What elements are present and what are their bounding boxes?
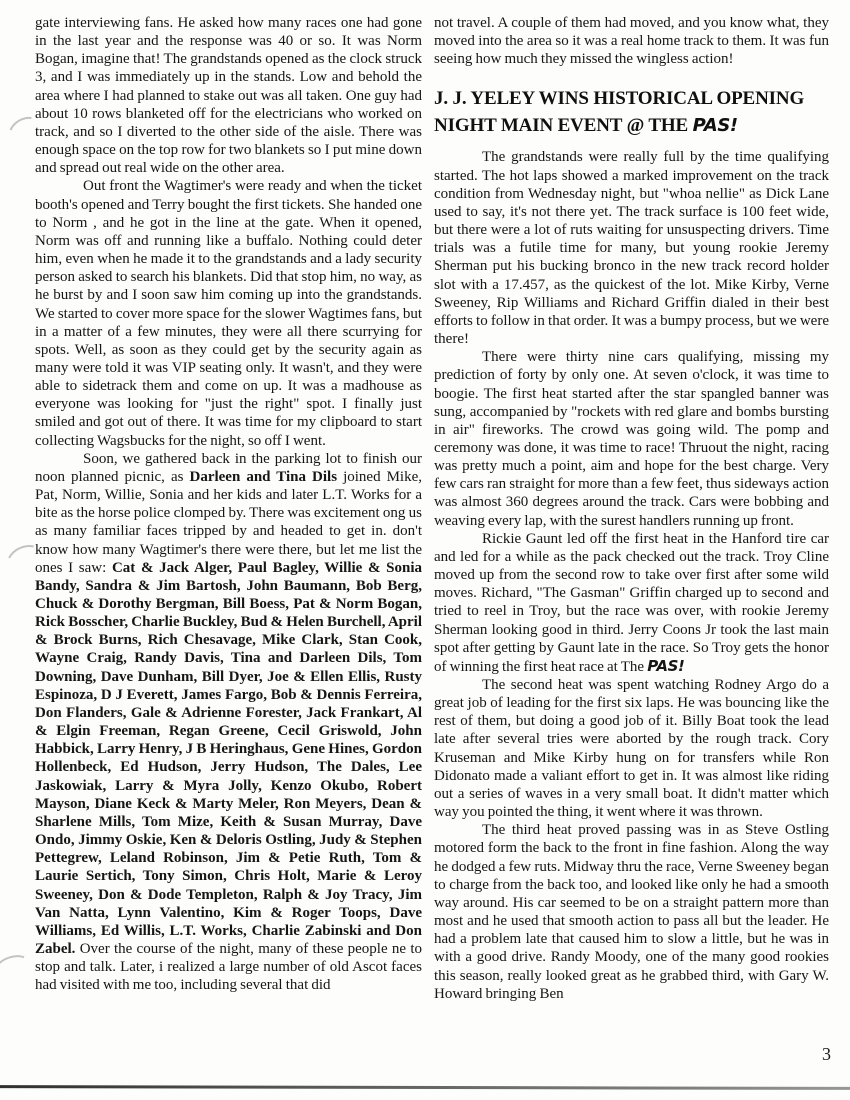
- body-text: Out front the Wagtimer's were ready and when the ticket booth's opened and Terry bought the first tickets. She handed one to Norm , and he got in the line at the gate. When it opened, Norm was off and running like a buffalo. Nothing could deter him, even when he made it to the grandstands and a lady security person asked to search his blankets. Did that stop him, no way, as he burst by and I soon saw him coming up into the grandstands. We started to cover more space for the slower Wagtimes fans, but in a matter of a few minutes, they were all there scurrying for spots. Well, as soon as they could get by the security again as many were told it was VIP seating only. It wasn't, and they were able to sidetrack them and come on up. It was a madhouse as everyone was looking for "just the right" spot. I finally just smiled and got out of there. It was time for my clipboard to start collecting Wagsbucks for the night, so off I went.: [35, 178, 422, 449]
- paragraph: [434, 348, 829, 530]
- body-text: gate interviewing fans. He asked how many races one had gone in the last year and the response was 40 or so. It was Norm Bogan, imagine that! The grandstands opened as the clock struck 3, and I was immediately up in the stands. Low and behold the area where I had planned to stake out was all taken. One guy had about 10 rows blanketed off for the electricians who worked on track, and so I diverted to the other side of the aisle. There was enough space on the top row for two blankets so I put mine down and spread out real wide on the other area.: [35, 15, 422, 177]
- right-column-top: [434, 14, 829, 68]
- left-column: [35, 14, 422, 994]
- paragraph: [434, 676, 829, 821]
- paragraph: [434, 14, 829, 68]
- article-headline: [434, 85, 829, 139]
- scan-artifact: [0, 950, 38, 993]
- headline-line-1: J. J. YELEY WINS HISTORICAL OPENING: [434, 88, 805, 110]
- body-text: The grandstands were really full by the time qualifying started. The hot laps showed a marked improvement on the track condition from Wednesday night, but "whoa nellie" as Dick Lane used to say, it's not there yet. The track surface is 100 feet wide, but there were a lot of ruts waiting for unsuspecting drivers. Time trials was a futile time for many, but young rookie Jeremy Sherman put his bucking bronco in the new track record holder slot with a 17.457, as the quickest of the lot. Mike Kirby, Verne Sweeney, Rip Williams and Richard Griffin dialed in their best efforts to follow in that order. It was a bumpy process, but we were there!: [434, 149, 829, 348]
- bold-names-text: Cat & Jack Alger, Paul Bagley, Willie & Sonia Bandy, Sandra & Jim Bartosh, John Baumann, Bob Berg, Chuck & Dorothy Bergman, Bill Boess, Pat & Norm Bogan, Rick Bosscher, Charlie Buckley, Bud & Helen Burchell, April & Brock Burns, Rich Chesavage, Mike Clark, Stan Cook, Wayne Craig, Randy Davis, Tina and Darleen Dils, Tom Downing, Dave Dunham, Bill Dyer, Joe & Ellen Ellis, Rusty Espinoza, D J Everett, James Fargo, Bob & Dennis Ferreira, Don Flanders, Gale & Adrienne Forester, Jack Frankart, Al & Elgin Freeman, Regan Greene, Cecil Griswold, John Habbick, Larry Henry, J B Heringhaus, Gene Hines, Gordon Hollenbeck, Ed Hudson, Jerry Hudson, The Dales, Lee Jaskowiak, Larry & Myra Jolly, Kenzo Okubo, Robert Mayson, Diane Keck & Marty Meler, Ron Meyers, Dean & Sharlene Mills, Tom Mize, Keith & Susan Murray, Dave Ondo, Jimmy Oskie, Ken & Deloris Ostling, Judy & Stephen Pettegrew, Leland Robinson, Jim & Petie Ruth, Tom & Laurie Sertich, Tony Simon, Chris Holt, Marie & Leroy Sweeney, Don & Dode Templeton, Ralph & Joy Tracy, Jim Van Natta, Lynn Valentino, Kim & Roger Toops, Dave Williams, Ed Willis, L.T. Works, Charlie Zabinski and Don Zabel.: [35, 559, 422, 957]
- paragraph: [434, 821, 829, 1003]
- body-text: joined Mike, Pat, Norm, Willie, Sonia and her kids and later L.T. Works for a bite as the horse police clomped by. There was excitement ong us as many familiar faces tripped by and headed to get in. don't know how many Wagtimer's there were there, but let me list the ones I saw:: [35, 468, 422, 576]
- page-number: 3: [822, 1044, 831, 1064]
- pas-logo-text: PAS!: [692, 115, 738, 137]
- body-text: not travel. A couple of them had moved, and you know what, they moved into the area so it was a real home track to them. It was fun seeing how much they missed the wingless action!: [434, 15, 829, 68]
- body-text: The third heat proved passing was in as Steve Ostling motored form the back to the front in fine fashion. Along the way he dodged a few ruts. Midway thru the race, Verne Sweeney began to charge from the back too, and looked like only he had a smooth way around. His car seemed to be on a straight pattern more than most and he used that smooth action to pass all but the leader. He had a problem late that caused him to slow a little, but he was in with a good drive. Randy Moody, one of the many good rookies this season, really looked great as he grabbed third, with Gary W. Howard bringing Ben: [434, 822, 829, 1002]
- paragraph: [35, 450, 422, 995]
- headline-line-2: [434, 112, 829, 139]
- body-text: There were thirty nine cars qualifying, missing my prediction of forty by only one. At seven o'clock, it was time to boogie. The first heat started after the star spangled banner was sung, accompanied by "rockets with red glare and bombs bursting in air" fireworks. The crowd was going wild. The pomp and ceremony was done, it was time to race! Thruout the night, racing was pretty much a point, aim and hope for the best charge. Very few cars ran straight for more than a few feet, thus sideways action was almost 360 degrees around the track. Cars were bobbing and weaving every lap, with the surest handlers running up front.: [434, 349, 829, 529]
- body-text: The second heat was spent watching Rodney Argo do a great job of leading for the first six laps. He was bouncing like the rest of them, but doing a good job of it. Billy Boat took the lead late after several tries were aborted by the rough track. Cory Kruseman and Mike Kirby hung on for transfers while Ron Didonato made a valiant effort to get in. It was almost like riding out a series of waves in a very small boat. It didn't matter which way you pointed the thing, it went where it was thrown.: [434, 677, 829, 821]
- body-text: Over the course of the night, many of these people ne to stop and talk. Later, i realized a large number of old Ascot faces had visited with me too, including several that did: [35, 940, 422, 994]
- right-column-body: [434, 148, 829, 1002]
- paragraph: [434, 148, 829, 348]
- paragraph: [35, 14, 422, 177]
- bold-names-text: Darleen and Tina Dils: [189, 468, 338, 485]
- right-column: [434, 14, 829, 1003]
- paragraph: [35, 177, 422, 449]
- pas-logo-text: PAS!: [647, 656, 685, 675]
- headline-line-2-text: NIGHT MAIN EVENT @ THE: [434, 115, 693, 137]
- scan-edge-line: [0, 1085, 850, 1090]
- body-text: Soon, we gathered back in the parking lot to finish our noon planned picnic, as: [35, 450, 422, 485]
- paragraph: [434, 530, 829, 676]
- body-text: Rickie Gaunt led off the first heat in the Hanford tire car and led for a while as the pack checked out the track. Troy Cline moved up from the second row to take over first after some wild moves. Richard, "The Gasman" Griffin charged up to second and tried to reel in Troy, but the race was over, with rookie Jeremy Sherman looking good in third. Jerry Coons Jr took the last main spot after getting by Gaunt late in the race. So Troy gets the honor of winning the first heat race at The: [434, 530, 829, 675]
